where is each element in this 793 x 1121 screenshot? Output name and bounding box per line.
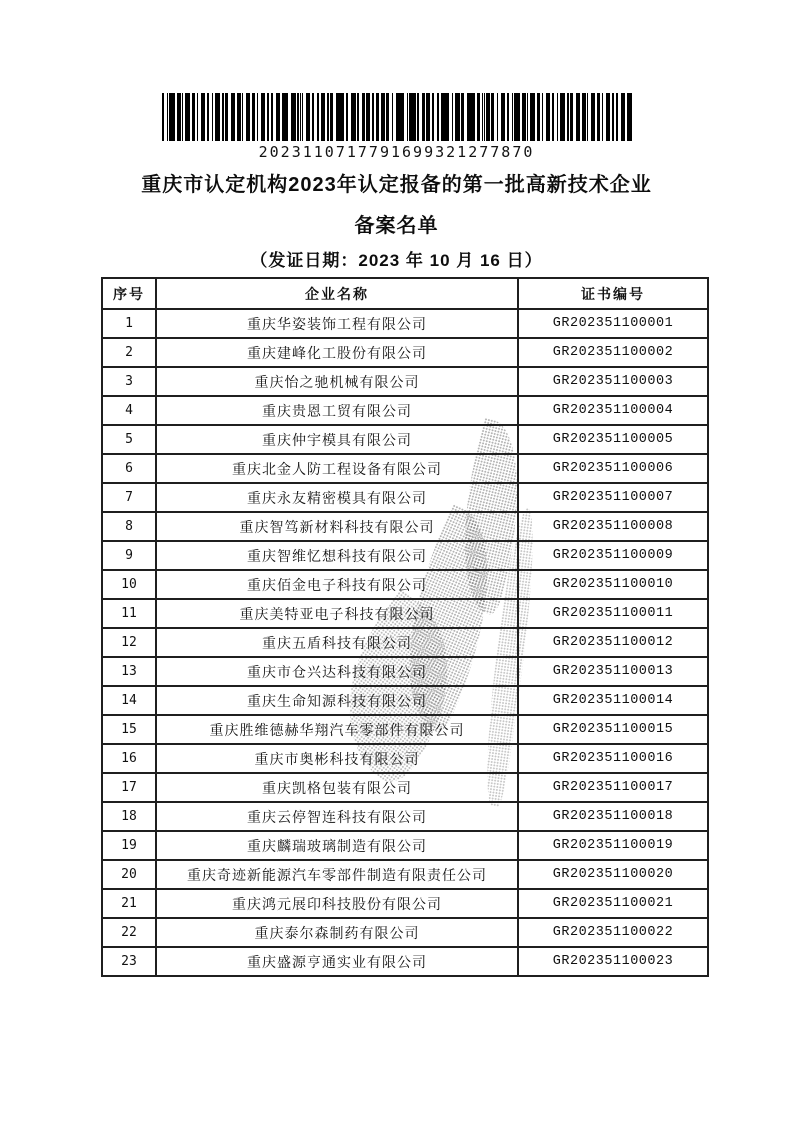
serial-number-cell: 20 [102,860,156,889]
barcode-image [162,93,632,141]
company-name-cell: 重庆华姿装饰工程有限公司 [156,309,518,338]
table-row [102,918,708,947]
barcode-number: 2023110717791699321277870 [258,143,535,161]
table-row [102,454,708,483]
company-name-cell: 重庆五盾科技有限公司 [156,628,518,657]
serial-number-cell: 10 [102,570,156,599]
serial-number-cell: 15 [102,715,156,744]
serial-number-cell: 6 [102,454,156,483]
company-name-cell: 重庆建峰化工股份有限公司 [156,338,518,367]
table-row [102,570,708,599]
cert-number-cell: GR202351100004 [518,396,708,425]
company-name-cell: 重庆北金人防工程设备有限公司 [156,454,518,483]
company-name-cell: 重庆市奥彬科技有限公司 [156,744,518,773]
serial-number-cell: 16 [102,744,156,773]
table-header-row [102,278,708,309]
cert-number-cell: GR202351100005 [518,425,708,454]
company-name-cell: 重庆怡之驰机械有限公司 [156,367,518,396]
serial-number-cell: 11 [102,599,156,628]
company-name-cell: 重庆凯格包装有限公司 [156,773,518,802]
cert-number-cell: GR202351100021 [518,889,708,918]
table-row [102,512,708,541]
cert-number-cell: GR202351100016 [518,744,708,773]
company-name-cell: 重庆奇迹新能源汽车零部件制造有限责任公司 [156,860,518,889]
issue-date-line: （发证日期：2023 年 10 月 16 日） [250,251,543,270]
table-row [102,773,708,802]
cert-number-cell: GR202351100022 [518,918,708,947]
serial-number-cell: 7 [102,483,156,512]
cert-number-cell: GR202351100020 [518,860,708,889]
serial-number-cell: 19 [102,831,156,860]
table-row [102,657,708,686]
table-row [102,889,708,918]
company-name-cell: 重庆智笃新材料科技有限公司 [156,512,518,541]
cert-number-cell: GR202351100011 [518,599,708,628]
table-row [102,599,708,628]
table-row [102,947,708,976]
cert-number-cell: GR202351100012 [518,628,708,657]
company-name-cell: 重庆泰尔森制药有限公司 [156,918,518,947]
cert-number-cell: GR202351100017 [518,773,708,802]
serial-number-cell: 5 [102,425,156,454]
cert-number-cell: GR202351100013 [518,657,708,686]
table-row [102,860,708,889]
table-row [102,309,708,338]
serial-number-cell: 12 [102,628,156,657]
cert-number-cell: GR202351100014 [518,686,708,715]
serial-number-cell: 18 [102,802,156,831]
table-row [102,686,708,715]
table-row [102,483,708,512]
cert-number-cell: GR202351100007 [518,483,708,512]
cert-number-cell: GR202351100015 [518,715,708,744]
serial-number-cell: 4 [102,396,156,425]
cert-number-cell: GR202351100019 [518,831,708,860]
table-row [102,367,708,396]
table-row [102,425,708,454]
table-row [102,831,708,860]
serial-number-cell: 23 [102,947,156,976]
table-zone [101,277,677,977]
company-name-cell: 重庆佰金电子科技有限公司 [156,570,518,599]
table-row [102,802,708,831]
table-row [102,338,708,367]
header-serial-number: 序号 [102,278,156,309]
table-row [102,744,708,773]
cert-number-cell: GR202351100003 [518,367,708,396]
cert-number-cell: GR202351100009 [518,541,708,570]
document-title-line1: 重庆市认定机构2023年认定报备的第一批高新技术企业 [141,174,652,196]
company-name-cell: 重庆盛源亨通实业有限公司 [156,947,518,976]
company-name-cell: 重庆永友精密模具有限公司 [156,483,518,512]
company-name-cell: 重庆美特亚电子科技有限公司 [156,599,518,628]
company-name-cell: 重庆生命知源科技有限公司 [156,686,518,715]
cert-number-cell: GR202351100002 [518,338,708,367]
cert-number-cell: GR202351100001 [518,309,708,338]
header-cert-number: 证书编号 [518,278,708,309]
cert-number-cell: GR202351100008 [518,512,708,541]
cert-number-cell: GR202351100023 [518,947,708,976]
company-name-cell: 重庆仲宇模具有限公司 [156,425,518,454]
company-name-cell: 重庆市仓兴达科技有限公司 [156,657,518,686]
serial-number-cell: 9 [102,541,156,570]
serial-number-cell: 3 [102,367,156,396]
table-row [102,628,708,657]
company-name-cell: 重庆胜维德赫华翔汽车零部件有限公司 [156,715,518,744]
serial-number-cell: 22 [102,918,156,947]
table-row [102,541,708,570]
table-row [102,396,708,425]
serial-number-cell: 14 [102,686,156,715]
serial-number-cell: 21 [102,889,156,918]
serial-number-cell: 17 [102,773,156,802]
company-name-cell: 重庆鸿元展印科技股份有限公司 [156,889,518,918]
company-name-cell: 重庆云停智连科技有限公司 [156,802,518,831]
cert-number-cell: GR202351100006 [518,454,708,483]
barcode-block [0,93,793,161]
cert-number-cell: GR202351100010 [518,570,708,599]
serial-number-cell: 2 [102,338,156,367]
serial-number-cell: 1 [102,309,156,338]
company-roster-table [101,277,709,977]
company-name-cell: 重庆麟瑞玻璃制造有限公司 [156,831,518,860]
company-name-cell: 重庆智维忆想科技有限公司 [156,541,518,570]
cert-number-cell: GR202351100018 [518,802,708,831]
serial-number-cell: 8 [102,512,156,541]
table-row [102,715,708,744]
document-title-line2: 备案名单 [354,215,439,237]
serial-number-cell: 13 [102,657,156,686]
company-name-cell: 重庆贵恩工贸有限公司 [156,396,518,425]
header-company-name: 企业名称 [156,278,518,309]
